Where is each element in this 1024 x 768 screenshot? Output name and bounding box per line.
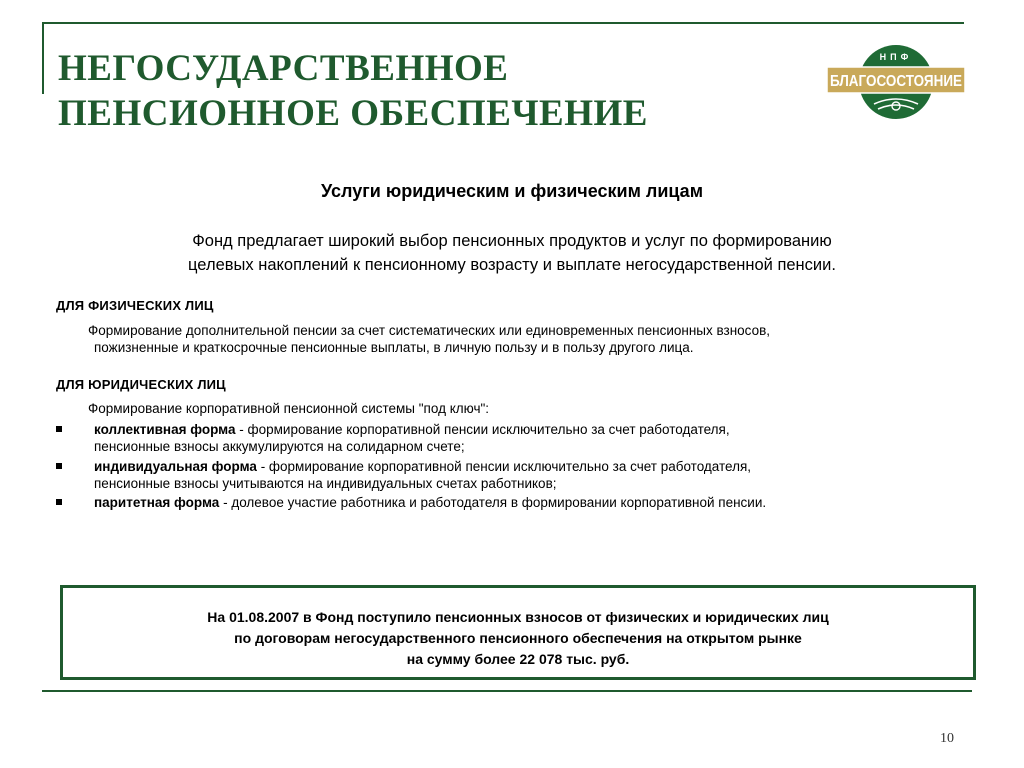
list-item-desc: - формирование корпоративной пенсии исключительно за счет работодателя, [256,459,752,474]
title-line-2: ПЕНСИОННОЕ ОБЕСПЕЧЕНИЕ [58,93,648,134]
note-line-3: на сумму более 22 078 тыс. руб. [406,651,630,667]
bullet-icon [56,499,62,505]
list-item [56,458,956,494]
list-item-term: индивидуальная форма [94,459,257,474]
list-item-text [94,494,954,511]
list-item-term: коллективная форма [94,422,236,437]
list-item-text [94,458,954,492]
page-number: 10 [940,731,954,746]
list-item-desc: - долевое участие работника и работодателя в формировании корпоративной пенсии. [219,495,767,510]
bottom-border-line [42,690,972,692]
list-item-desc-cont: пенсионные взносы учитываются на индивидуальных счетах работников; [94,476,557,491]
list-item [56,494,956,512]
list-item-text [94,421,954,455]
legal-intro: Формирование корпоративной пенсионной системы "под ключ": [88,401,490,416]
section-subtitle: Услуги юридическим и физическим лицам [320,181,704,201]
list-item-desc-cont: пенсионные взносы аккумулируются на солидарном счете; [94,439,465,454]
individuals-line-2: пожизненные и краткосрочные пенсионные выплаты, в личную пользу и в пользу другого лица. [94,340,694,355]
summary-note-box [60,585,976,680]
left-border-line [42,22,44,94]
bullet-icon [56,426,62,432]
logo-name: БЛАГОСОСТОЯНИЕ [830,73,962,90]
note-line-1: На 01.08.2007 в Фонд поступило пенсионных взносов от физических и юридических лиц [207,609,829,625]
legal-heading: ДЛЯ ЮРИДИЧЕСКИХ ЛИЦ [56,377,226,392]
list-item-term: паритетная форма [94,495,220,510]
note-line-2: по договорам негосударственного пенсионного обеспечения на открытом рынке [234,630,802,646]
title-line-1: НЕГОСУДАРСТВЕННОЕ [58,48,509,89]
list-item [56,421,956,457]
individuals-heading: ДЛЯ ФИЗИЧЕСКИХ ЛИЦ [56,298,214,313]
intro-paragraph [0,229,1024,277]
top-border-line [42,22,964,24]
intro-line-2: целевых накоплений к пенсионному возрасту и выплате негосударственной пенсии. [188,256,836,274]
logo-top-text: НПФ [879,52,913,62]
individuals-line-1: Формирование дополнительной пенсии за счет систематических или единовременных пенсионных взносов, [88,323,770,338]
intro-line-1: Фонд предлагает широкий выбор пенсионных продуктов и услуг по формированию [192,232,832,250]
page-title [58,46,648,136]
list-item-desc: - формирование корпоративной пенсии исключительно за счет работодателя, [235,422,730,437]
bullet-icon [56,463,62,469]
fund-logo [826,44,966,120]
